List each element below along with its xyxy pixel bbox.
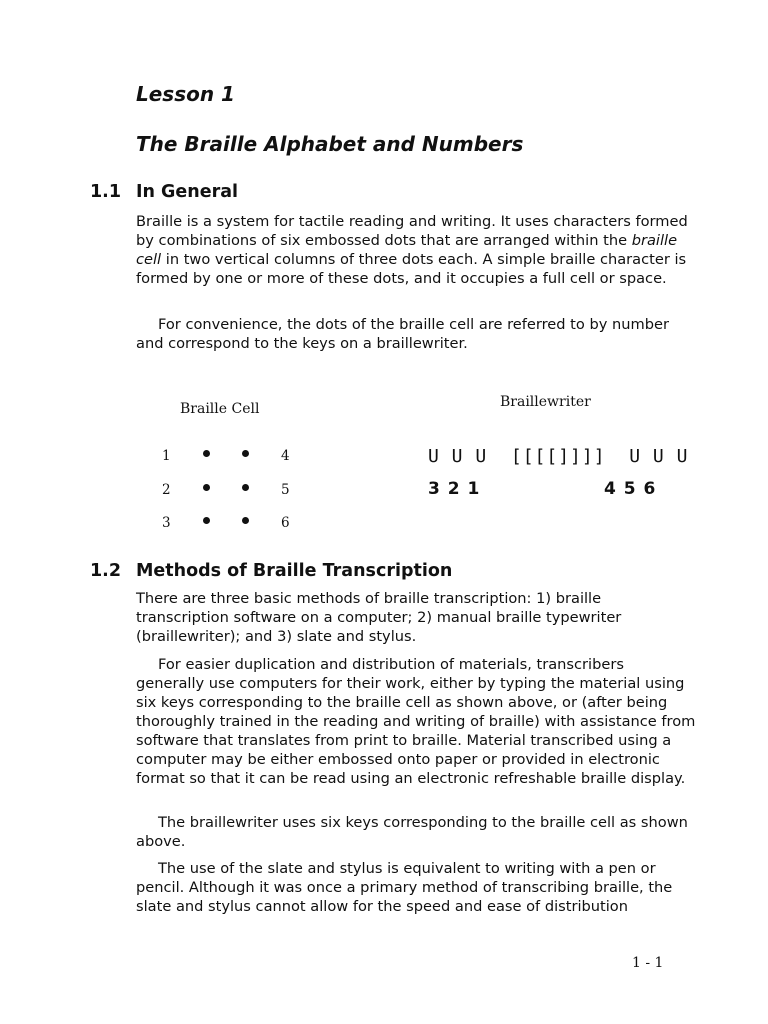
braille-dot-1 <box>203 450 210 457</box>
dot-number-2: 2 <box>162 482 171 498</box>
dot-number-4: 4 <box>281 448 290 464</box>
page-number: 1 - 1 <box>632 955 664 971</box>
braille-dot-2 <box>203 484 210 491</box>
section-number: 1.2 <box>90 561 122 581</box>
section-number: 1.1 <box>90 182 122 202</box>
paragraph-1-2-c: The braillewriter uses six keys corresponding to the braille cell as shown above. <box>136 814 688 850</box>
braillewriter-left-key-numbers: 3 2 1 <box>428 479 480 499</box>
paragraph-text: in two vertical columns of three dots each. A simple braille character is formed by one or more of these dots, and it occupies a full cell or space. <box>136 251 687 287</box>
paragraph-text: Braille is a system for tactile reading and writing. It uses characters formed by combinations of six embossed dots that are arranged within the <box>136 213 688 249</box>
braillewriter-label: Braillewriter <box>500 394 591 410</box>
braille-dot-5 <box>242 484 249 491</box>
paragraph-1-2-a: There are three basic methods of braille transcription: 1) braille transcription software on a computer; 2) manual braille typewriter (braillewriter); and 3) slate and stylus. <box>136 590 622 645</box>
braille-cell-term: braille cell <box>136 232 678 268</box>
paragraph-1-1-b: For convenience, the dots of the braille cell are referred to by number and correspond to the keys on a braillewriter. <box>136 316 669 352</box>
paragraph-1-1-a <box>136 212 696 288</box>
paragraph-1-2-d: The use of the slate and stylus is equivalent to writing with a pen or pencil. Although it was once a primary method of transcribing braille, the slate and stylus cannot allow for the speed and ease of distribution <box>136 860 673 915</box>
braille-dot-3 <box>203 517 210 524</box>
section-heading-1-2 <box>90 561 452 581</box>
paragraph-1-2-b: For easier duplication and distribution of materials, transcribers generally use computers for their work, either by typing the material using six keys corresponding to the braille cell as shown above, or (after being thoroughly trained in the reading and writing of braille) with assistance from software that translates from print to braille. Material transcribed using a computer may be either embossed onto paper or provided in electronic format so that it can be read using an electronic refreshable braille display. <box>136 656 696 787</box>
braillewriter-keys: U U U [[[[]]]] U U U <box>428 446 689 467</box>
braillewriter-right-key-numbers: 4 5 6 <box>604 479 656 499</box>
lesson-label: Lesson 1 <box>136 82 235 106</box>
dot-number-1: 1 <box>162 448 171 464</box>
braille-dot-4 <box>242 450 249 457</box>
braille-dot-6 <box>242 517 249 524</box>
section-title: Methods of Braille Transcription <box>136 561 453 581</box>
dot-number-5: 5 <box>281 482 290 498</box>
dot-number-6: 6 <box>281 515 290 531</box>
lesson-title: The Braille Alphabet and Numbers <box>136 132 524 156</box>
section-heading-1-1 <box>90 182 238 202</box>
section-title: In General <box>136 182 239 202</box>
dot-number-3: 3 <box>162 515 171 531</box>
braille-cell-label: Braille Cell <box>180 401 260 417</box>
